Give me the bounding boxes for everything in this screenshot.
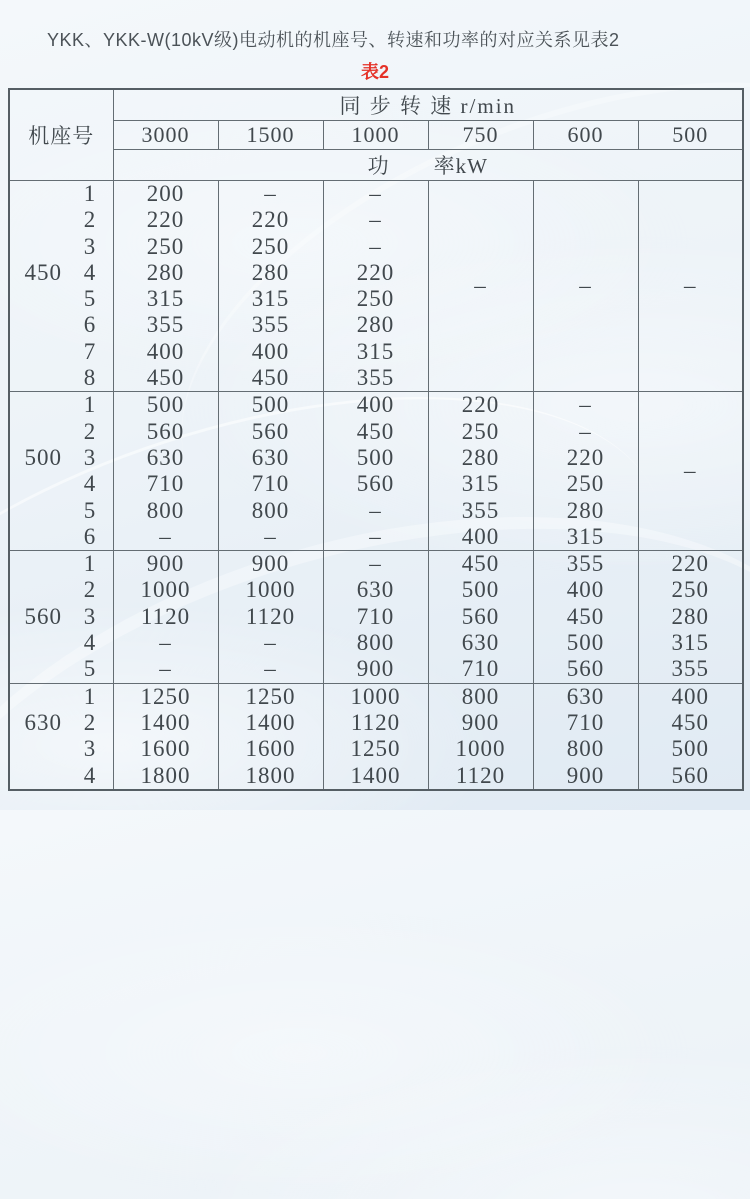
table-body xyxy=(9,181,743,790)
frame-number-cell xyxy=(9,683,113,790)
frame-row-line xyxy=(10,419,113,445)
frame-size-label xyxy=(10,763,66,789)
frame-number-cell xyxy=(9,181,113,392)
frame-row-number: 3 xyxy=(83,233,97,259)
power-value: 450 xyxy=(146,365,185,391)
frame-size-label xyxy=(10,207,66,233)
power-value: 900 xyxy=(146,551,185,577)
power-value-cell xyxy=(218,551,323,683)
frame-row-line xyxy=(10,498,113,524)
power-value: 500 xyxy=(146,392,185,418)
speed-column-header: 1000 xyxy=(323,121,428,150)
frame-row-line xyxy=(10,286,113,312)
power-value-cell xyxy=(113,392,218,551)
power-value: 220 xyxy=(461,392,500,418)
frame-row-line xyxy=(10,181,113,207)
power-value: 710 xyxy=(566,709,605,735)
power-value: 280 xyxy=(251,259,290,285)
power-value: 560 xyxy=(146,418,185,444)
power-value: 800 xyxy=(461,683,500,709)
power-kw-header: 功 率kW xyxy=(113,150,743,181)
power-value: 355 xyxy=(146,312,185,338)
power-value: 200 xyxy=(146,181,185,206)
frame-size-label xyxy=(10,392,66,418)
power-value-cell xyxy=(218,683,323,790)
power-value: 1250 xyxy=(350,736,401,762)
frame-row-number: 4 xyxy=(83,471,97,497)
power-value: 280 xyxy=(146,259,185,285)
frame-number-cell xyxy=(9,392,113,551)
power-value: 315 xyxy=(356,338,395,364)
power-value: 220 xyxy=(356,259,395,285)
power-value: 1800 xyxy=(140,762,191,788)
power-value: 315 xyxy=(146,286,185,312)
power-value: 800 xyxy=(146,497,185,523)
power-value: – xyxy=(159,630,172,656)
power-value: 1120 xyxy=(350,709,401,735)
power-value: – xyxy=(369,523,382,549)
power-value: 1400 xyxy=(140,709,191,735)
power-value: 900 xyxy=(356,656,395,682)
frame-row-number: 6 xyxy=(83,312,97,338)
power-value: 630 xyxy=(146,444,185,470)
power-value: 250 xyxy=(461,418,500,444)
frame-size-label xyxy=(10,312,66,338)
frame-number-header: 机座号 xyxy=(9,89,113,181)
power-value: 710 xyxy=(461,656,500,682)
frame-row-number: 1 xyxy=(83,551,97,577)
power-value: 630 xyxy=(251,444,290,470)
power-value-cell xyxy=(533,683,638,790)
power-value: 560 xyxy=(671,762,710,788)
power-value: 400 xyxy=(566,577,605,603)
power-value: 1000 xyxy=(455,736,506,762)
power-value: 250 xyxy=(251,233,290,259)
power-value: – xyxy=(264,181,277,206)
frame-size-label: 500 xyxy=(24,444,62,470)
power-value-cell xyxy=(323,683,428,790)
motor-power-table xyxy=(8,88,744,791)
power-value: 315 xyxy=(251,286,290,312)
frame-row-line xyxy=(10,684,113,710)
power-value-cell xyxy=(113,181,218,392)
power-value-cell xyxy=(113,551,218,683)
page-title: YKK、YKK-W(10kV级)电动机的机座号、转速和功率的对应关系见表2 xyxy=(47,30,620,50)
power-value: 560 xyxy=(461,603,500,629)
power-value: 500 xyxy=(251,392,290,418)
frame-row-number: 2 xyxy=(83,577,97,603)
frame-row-number: 2 xyxy=(83,418,97,444)
power-value: 220 xyxy=(671,551,710,577)
power-value: – xyxy=(579,418,592,444)
speed-column-header: 3000 xyxy=(113,121,218,150)
frame-size-label xyxy=(10,684,66,710)
frame-row-line xyxy=(10,365,113,391)
power-value-cell xyxy=(218,392,323,551)
speed-column-header: 600 xyxy=(533,121,638,150)
power-value: 220 xyxy=(146,207,185,233)
power-value: 450 xyxy=(251,365,290,391)
power-value: – xyxy=(264,656,277,682)
power-value: – xyxy=(369,233,382,259)
frame-row-number: 6 xyxy=(83,523,97,549)
power-value: – xyxy=(369,207,382,233)
power-value: – xyxy=(369,181,382,206)
power-value: 800 xyxy=(566,736,605,762)
power-value: 900 xyxy=(251,551,290,577)
frame-row-line xyxy=(10,604,113,630)
frame-row-line xyxy=(10,736,113,762)
power-value-cell xyxy=(323,551,428,683)
frame-size-label xyxy=(10,551,66,577)
frame-size-label xyxy=(10,630,66,656)
frame-row-line xyxy=(10,656,113,682)
power-value: 315 xyxy=(566,523,605,549)
power-value: 280 xyxy=(356,312,395,338)
power-value: 280 xyxy=(461,444,500,470)
frame-row-number: 3 xyxy=(83,603,97,629)
power-value: 710 xyxy=(356,603,395,629)
frame-row-line xyxy=(10,763,113,789)
power-value: 400 xyxy=(146,338,185,364)
frame-row-line xyxy=(10,445,113,471)
power-value: 250 xyxy=(566,471,605,497)
power-value-cell: – xyxy=(428,181,533,392)
power-value: 900 xyxy=(461,709,500,735)
power-value: – xyxy=(369,497,382,523)
power-value: 900 xyxy=(566,762,605,788)
power-value: 1120 xyxy=(245,603,296,629)
power-value: 450 xyxy=(461,551,500,577)
power-value: 1600 xyxy=(140,736,191,762)
power-value: 280 xyxy=(671,603,710,629)
power-value: 355 xyxy=(566,551,605,577)
frame-size-label xyxy=(10,577,66,603)
frame-row-number: 2 xyxy=(83,207,97,233)
power-value: 220 xyxy=(251,207,290,233)
frame-group-row xyxy=(9,181,743,392)
power-value: 355 xyxy=(461,497,500,523)
power-value: 560 xyxy=(251,418,290,444)
frame-row-line xyxy=(10,524,113,550)
power-value-cell xyxy=(533,551,638,683)
power-value: 560 xyxy=(566,656,605,682)
power-value-cell xyxy=(428,551,533,683)
power-value: 315 xyxy=(461,471,500,497)
power-value: 355 xyxy=(356,365,395,391)
power-value-cell xyxy=(323,392,428,551)
frame-size-label xyxy=(10,286,66,312)
frame-row-number: 3 xyxy=(83,736,97,762)
frame-size-label xyxy=(10,419,66,445)
power-value: – xyxy=(264,630,277,656)
speed-column-header: 500 xyxy=(638,121,743,150)
power-value: 1000 xyxy=(245,577,296,603)
frame-row-number: 5 xyxy=(83,497,97,523)
frame-row-number: 2 xyxy=(83,709,97,735)
power-value: 355 xyxy=(251,312,290,338)
frame-row-number: 4 xyxy=(83,259,97,285)
power-value: 1120 xyxy=(140,603,191,629)
power-value: 1800 xyxy=(245,762,296,788)
table-number-label: 表2 xyxy=(360,62,389,82)
frame-row-number: 7 xyxy=(83,338,97,364)
sync-speed-header: 同 步 转 速 r/min xyxy=(113,89,743,121)
power-value-cell xyxy=(218,181,323,392)
frame-row-line xyxy=(10,710,113,736)
frame-row-line xyxy=(10,312,113,338)
frame-size-label xyxy=(10,339,66,365)
frame-size-label xyxy=(10,365,66,391)
power-value: – xyxy=(264,523,277,549)
power-value-cell xyxy=(323,181,428,392)
power-value: 450 xyxy=(356,418,395,444)
frame-group-row xyxy=(9,551,743,683)
power-value: 1400 xyxy=(350,762,401,788)
power-value-cell xyxy=(533,392,638,551)
power-value: 630 xyxy=(566,683,605,709)
power-value: – xyxy=(369,551,382,577)
power-value: 800 xyxy=(356,630,395,656)
frame-size-label xyxy=(10,471,66,497)
power-value: 400 xyxy=(671,683,710,709)
power-value: 710 xyxy=(251,471,290,497)
power-value-cell xyxy=(638,683,743,790)
speed-column-header: 750 xyxy=(428,121,533,150)
power-value: 450 xyxy=(671,709,710,735)
power-value: 450 xyxy=(566,603,605,629)
frame-size-label: 630 xyxy=(24,709,62,735)
power-value: 1600 xyxy=(245,736,296,762)
power-value: 355 xyxy=(671,656,710,682)
frame-size-label xyxy=(10,656,66,682)
power-value: 1120 xyxy=(455,762,506,788)
power-value: 630 xyxy=(356,577,395,603)
speed-column-header: 1500 xyxy=(218,121,323,150)
power-value: 560 xyxy=(356,471,395,497)
power-value-cell xyxy=(113,683,218,790)
speed-values-row xyxy=(9,121,743,150)
frame-row-number: 1 xyxy=(83,181,97,206)
power-value: 1250 xyxy=(140,683,191,709)
power-value-cell xyxy=(638,551,743,683)
power-value: 250 xyxy=(356,286,395,312)
power-value-cell xyxy=(428,683,533,790)
frame-row-number: 5 xyxy=(83,286,97,312)
frame-row-line xyxy=(10,260,113,286)
power-value: 500 xyxy=(461,577,500,603)
frame-size-label xyxy=(10,524,66,550)
power-value: 1000 xyxy=(140,577,191,603)
power-value: 630 xyxy=(461,630,500,656)
frame-number-cell xyxy=(9,551,113,683)
frame-size-label: 560 xyxy=(24,603,62,629)
power-value: 400 xyxy=(251,338,290,364)
power-value: 315 xyxy=(671,630,710,656)
power-value: 500 xyxy=(356,444,395,470)
frame-row-number: 3 xyxy=(83,444,97,470)
frame-row-number: 1 xyxy=(83,392,97,418)
power-value: 250 xyxy=(146,233,185,259)
power-value-cell: – xyxy=(638,392,743,551)
frame-row-line xyxy=(10,207,113,233)
power-value: – xyxy=(159,656,172,682)
frame-group-row xyxy=(9,683,743,790)
power-value: 400 xyxy=(356,392,395,418)
frame-row-line xyxy=(10,471,113,497)
frame-row-line xyxy=(10,339,113,365)
frame-row-number: 8 xyxy=(83,365,97,391)
frame-size-label: 450 xyxy=(24,259,62,285)
power-value: 1000 xyxy=(350,683,401,709)
frame-row-number: 4 xyxy=(83,630,97,656)
power-value: – xyxy=(159,523,172,549)
frame-row-number: 4 xyxy=(83,762,97,788)
power-value: – xyxy=(579,392,592,418)
frame-size-label xyxy=(10,181,66,207)
frame-size-label xyxy=(10,234,66,260)
frame-row-line xyxy=(10,234,113,260)
frame-row-number: 1 xyxy=(83,683,97,709)
frame-row-number: 5 xyxy=(83,656,97,682)
power-value: 1400 xyxy=(245,709,296,735)
power-value: 1250 xyxy=(245,683,296,709)
frame-size-label xyxy=(10,736,66,762)
power-value: 220 xyxy=(566,444,605,470)
power-value: 500 xyxy=(566,630,605,656)
power-value: 250 xyxy=(671,577,710,603)
power-value-cell: – xyxy=(638,181,743,392)
frame-row-line xyxy=(10,577,113,603)
frame-group-row xyxy=(9,392,743,551)
power-value: 400 xyxy=(461,523,500,549)
power-value: 710 xyxy=(146,471,185,497)
power-value: 500 xyxy=(671,736,710,762)
frame-row-line xyxy=(10,551,113,577)
power-value: 800 xyxy=(251,497,290,523)
frame-row-line xyxy=(10,392,113,418)
power-value: 280 xyxy=(566,497,605,523)
power-value-cell: – xyxy=(533,181,638,392)
power-value-cell xyxy=(428,392,533,551)
frame-row-line xyxy=(10,630,113,656)
frame-size-label xyxy=(10,498,66,524)
